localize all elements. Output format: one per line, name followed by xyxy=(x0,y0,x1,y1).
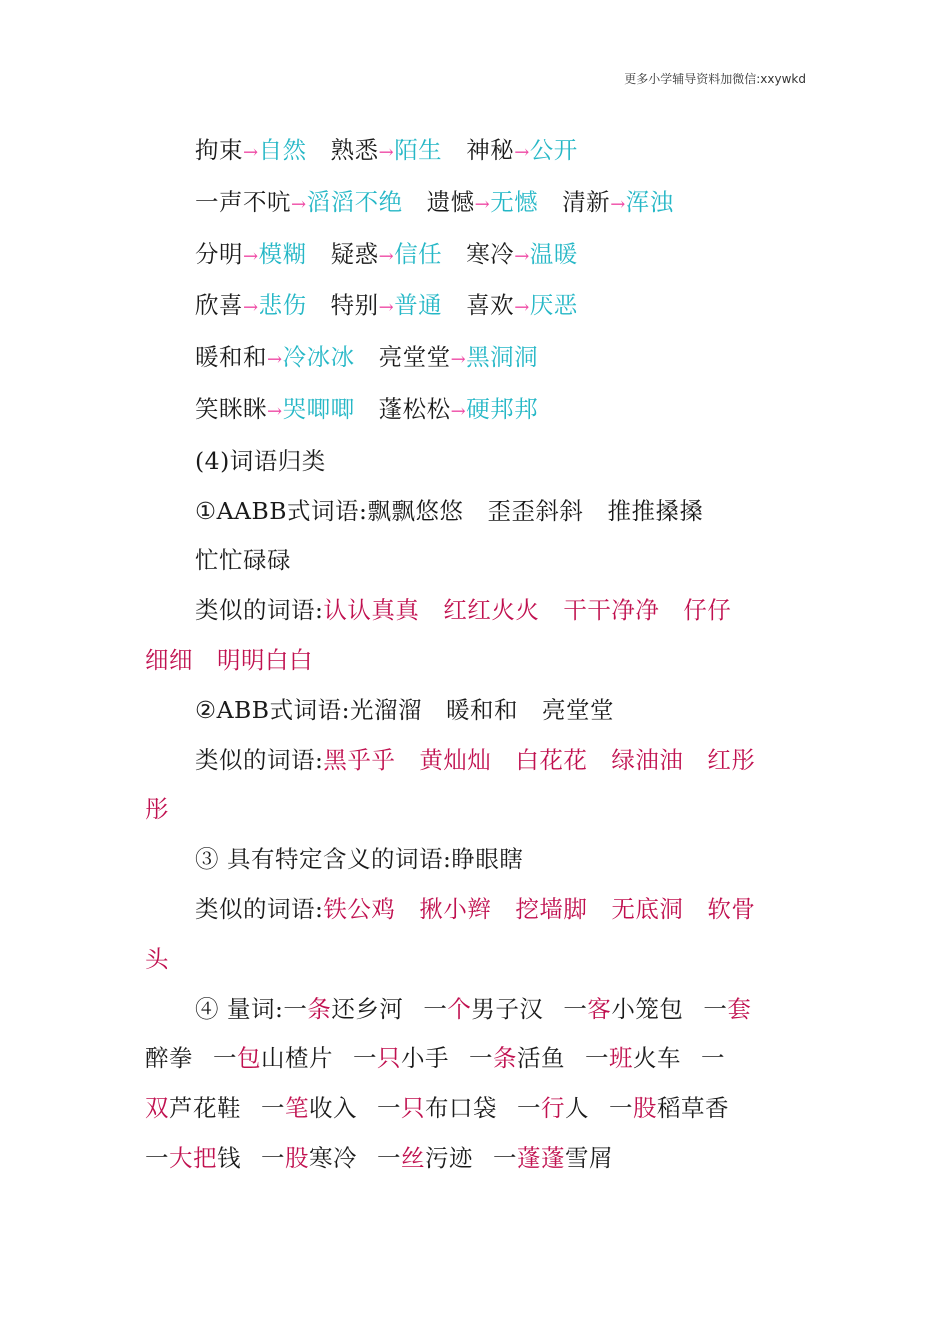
measure-noun: 小手 xyxy=(401,1044,449,1073)
measure-one: 一 xyxy=(213,1044,237,1073)
antonym-word: 神秘 xyxy=(466,136,515,164)
antonym-answer: 公开 xyxy=(529,136,578,164)
measure-one: 一 xyxy=(563,994,588,1023)
antonym-answer: 厌恶 xyxy=(529,291,578,320)
similar-word-cont: 头 xyxy=(145,944,169,973)
measure-noun: 活鱼 xyxy=(517,1044,565,1073)
aabb-word: 忙忙碌碌 xyxy=(195,546,291,575)
antonym-answer: 信任 xyxy=(394,239,443,268)
similar-word: 铁公鸡 xyxy=(323,894,396,923)
similar-word: 黄灿灿 xyxy=(419,745,492,774)
antonym-word: 喜欢 xyxy=(466,291,515,320)
similar-label: 类似的词语: xyxy=(195,596,324,625)
measure-quantifier: 丝 xyxy=(401,1143,425,1172)
similar-word: 白花花 xyxy=(515,745,588,774)
special-line xyxy=(145,835,805,885)
antonym-word: 疑惑 xyxy=(330,239,379,268)
arrow-icon: → xyxy=(450,349,467,371)
similar-word: 绿油油 xyxy=(611,745,684,774)
measure-noun: 小笼包 xyxy=(611,994,684,1023)
abb-similar-line xyxy=(145,736,805,786)
antonym-row xyxy=(145,281,805,333)
measure-one: 一 xyxy=(423,994,448,1023)
arrow-icon: → xyxy=(243,297,259,319)
measure-one: 一 xyxy=(703,994,728,1023)
measure-noun: 污迹 xyxy=(425,1143,473,1172)
antonym-answer: 陌生 xyxy=(394,136,443,164)
measure-quantifier: 条 xyxy=(493,1044,517,1073)
measure-one: 一 xyxy=(377,1094,401,1123)
measure-quantifier: 股 xyxy=(633,1094,657,1123)
aabb-similar-line-cont xyxy=(145,636,805,686)
measure-one: 一 xyxy=(283,994,308,1023)
worksheet-content xyxy=(145,126,805,1184)
arrow-icon: → xyxy=(378,245,395,267)
measure-line xyxy=(145,1034,805,1084)
antonym-answer: 自然 xyxy=(258,136,307,164)
antonym-answer: 滔滔不绝 xyxy=(306,187,403,216)
antonym-word: 笑眯眯 xyxy=(195,394,267,423)
aabb-word: 飘飘悠悠 xyxy=(367,496,464,525)
measure-one: 一 xyxy=(469,1044,493,1073)
similar-label: 类似的词语: xyxy=(195,894,324,923)
antonym-row xyxy=(145,178,805,230)
antonym-word: 特别 xyxy=(330,291,379,320)
antonym-row xyxy=(145,230,805,282)
measure-noun: 布口袋 xyxy=(425,1094,497,1123)
antonym-list xyxy=(145,126,805,437)
measure-one: 一 xyxy=(701,1044,725,1073)
arrow-icon: → xyxy=(474,193,491,215)
measure-quantifier: 套 xyxy=(727,994,752,1023)
similar-word: 认认真真 xyxy=(323,596,420,625)
measure-quantifier: 大把 xyxy=(169,1143,217,1172)
arrow-icon: → xyxy=(267,349,283,371)
antonym-word: 分明 xyxy=(195,239,243,268)
aabb-similar-line xyxy=(145,586,805,636)
similar-word: 红彤 xyxy=(707,745,756,774)
measure-one: 一 xyxy=(377,1143,401,1172)
antonym-word: 清新 xyxy=(562,187,611,216)
arrow-icon: → xyxy=(514,142,530,163)
antonym-word: 亮堂堂 xyxy=(378,343,451,372)
arrow-icon: → xyxy=(450,400,467,422)
measure-quantifier: 班 xyxy=(609,1044,633,1073)
measure-noun: 钱 xyxy=(217,1143,241,1172)
similar-word: 仔仔 xyxy=(683,596,732,625)
antonym-word: 遗憾 xyxy=(426,187,475,216)
measure-one: 一 xyxy=(261,1094,285,1123)
measure-label: ④ 量词: xyxy=(195,994,284,1023)
measure-noun: 稻草香 xyxy=(657,1094,729,1123)
antonym-answer: 哭唧唧 xyxy=(282,394,355,423)
aabb-line xyxy=(145,487,805,537)
similar-word-cont: 细细 xyxy=(145,645,193,674)
arrow-icon: → xyxy=(610,193,626,215)
antonym-row xyxy=(145,333,805,385)
antonym-answer: 温暖 xyxy=(529,239,578,268)
section-heading: (4)词语归类 xyxy=(195,446,326,475)
measure-one: 一 xyxy=(145,1143,169,1172)
abb-word: 光溜溜 xyxy=(350,695,422,724)
measure-quantifier: 客 xyxy=(587,994,612,1023)
measure-word-list xyxy=(145,985,805,1184)
antonym-answer: 黑洞洞 xyxy=(466,343,539,372)
measure-quantifier: 蓬蓬 xyxy=(517,1143,565,1172)
abb-label: ②ABB式词语: xyxy=(195,695,350,724)
abb-similar-line-cont xyxy=(145,785,805,835)
measure-one: 一 xyxy=(609,1094,633,1123)
special-similar-line-cont xyxy=(145,935,805,985)
measure-quantifier: 只 xyxy=(401,1094,425,1123)
similar-word: 黑乎乎 xyxy=(323,745,396,774)
similar-word-cont: 彤 xyxy=(145,795,169,824)
measure-quantifier: 包 xyxy=(237,1044,261,1073)
antonym-word: 欣喜 xyxy=(195,291,243,320)
special-similar-line xyxy=(145,885,805,935)
similar-word: 软骨 xyxy=(707,894,756,923)
measure-quantifier: 个 xyxy=(447,994,472,1023)
measure-quantifier: 条 xyxy=(307,994,332,1023)
measure-quantifier: 股 xyxy=(285,1143,309,1172)
abb-word: 亮堂堂 xyxy=(542,695,614,724)
measure-noun: 还乡河 xyxy=(331,994,404,1023)
arrow-icon: → xyxy=(291,193,307,215)
antonym-answer: 无憾 xyxy=(490,187,539,216)
antonym-row xyxy=(145,126,805,178)
abb-line xyxy=(145,686,805,736)
measure-noun: 火车 xyxy=(633,1044,681,1073)
measure-noun: 雪屑 xyxy=(565,1143,613,1172)
measure-quantifier: 笔 xyxy=(285,1094,309,1123)
measure-quantifier: 只 xyxy=(377,1044,401,1073)
similar-label: 类似的词语: xyxy=(195,745,324,774)
measure-one: 一 xyxy=(493,1143,517,1172)
measure-one: 一 xyxy=(517,1094,541,1123)
similar-word: 干干净净 xyxy=(563,596,660,625)
antonym-answer: 模糊 xyxy=(258,239,307,268)
antonym-answer: 硬邦邦 xyxy=(466,394,539,423)
similar-word: 明明白白 xyxy=(217,645,313,674)
antonym-word: 一声不吭 xyxy=(195,187,291,216)
measure-noun: 山楂片 xyxy=(261,1044,333,1073)
antonym-word: 暖和和 xyxy=(195,343,267,372)
measure-noun: 芦花鞋 xyxy=(169,1094,241,1123)
antonym-answer: 冷冰冰 xyxy=(282,343,355,372)
arrow-icon: → xyxy=(514,297,530,319)
similar-word: 红红火火 xyxy=(443,596,540,625)
special-word: 睁眼瞎 xyxy=(451,845,524,874)
aabb-line-cont xyxy=(145,536,805,586)
aabb-word: 推推搡搡 xyxy=(607,496,704,525)
arrow-icon: → xyxy=(243,142,259,163)
aabb-word: 歪歪斜斜 xyxy=(487,496,584,525)
special-label: ③ 具有特定含义的词语: xyxy=(195,845,452,874)
measure-quantifier: 行 xyxy=(541,1094,565,1123)
antonym-answer: 浑浊 xyxy=(625,187,674,216)
measure-one: 一 xyxy=(261,1143,285,1172)
measure-line xyxy=(145,1084,805,1134)
similar-word: 揪小辫 xyxy=(419,894,492,923)
aabb-label: ①AABB式词语: xyxy=(195,496,368,525)
header-note: 更多小学辅导资料加微信:xxywkd xyxy=(624,72,806,86)
antonym-word: 蓬松松 xyxy=(378,394,451,423)
measure-noun: 收入 xyxy=(309,1094,357,1123)
measure-noun: 寒冷 xyxy=(309,1143,357,1172)
arrow-icon: → xyxy=(514,245,530,267)
arrow-icon: → xyxy=(243,245,259,267)
measure-quantifier: 双 xyxy=(145,1094,169,1123)
antonym-answer: 悲伤 xyxy=(258,291,307,320)
measure-line xyxy=(145,1134,805,1184)
arrow-icon: → xyxy=(378,297,395,319)
antonym-word: 寒冷 xyxy=(466,239,515,268)
abb-word: 暖和和 xyxy=(446,695,518,724)
antonym-word: 熟悉 xyxy=(330,136,379,164)
arrow-icon: → xyxy=(378,142,395,163)
measure-line xyxy=(145,985,805,1035)
arrow-icon: → xyxy=(267,400,283,422)
antonym-row xyxy=(145,385,805,437)
measure-noun: 男子汉 xyxy=(471,994,544,1023)
measure-one: 一 xyxy=(353,1044,377,1073)
measure-noun: 醉拳 xyxy=(145,1044,193,1073)
antonym-word: 拘束 xyxy=(195,136,243,164)
measure-one: 一 xyxy=(585,1044,609,1073)
measure-noun: 人 xyxy=(565,1094,589,1123)
antonym-answer: 普通 xyxy=(394,291,443,320)
similar-word: 无底洞 xyxy=(611,894,684,923)
similar-word: 挖墙脚 xyxy=(515,894,588,923)
